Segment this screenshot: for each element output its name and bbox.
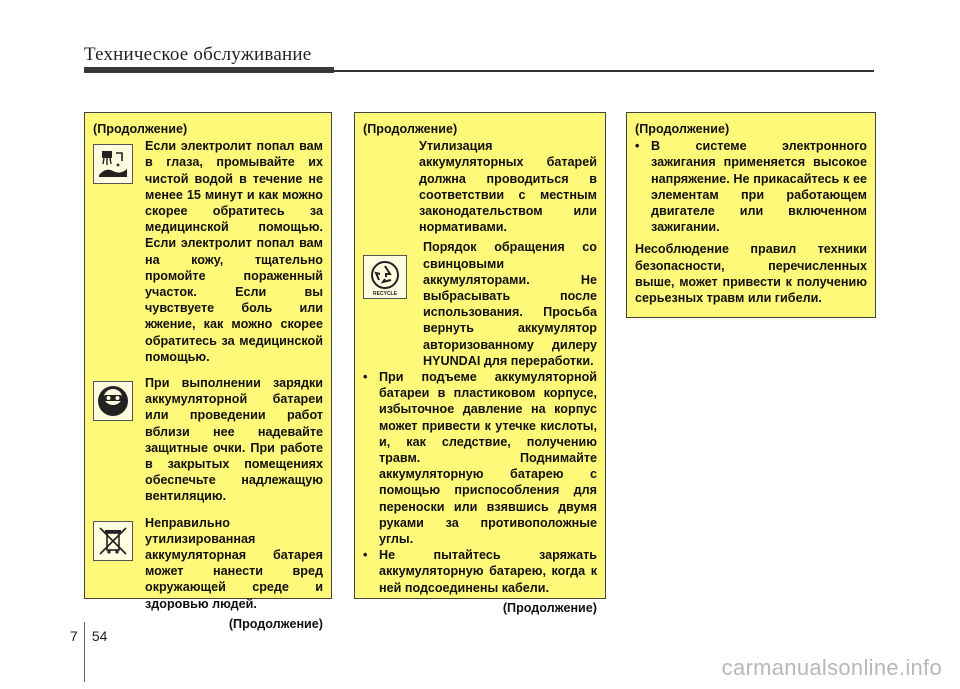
recycle-icon [363, 255, 407, 299]
page-title: Техническое обслуживание [84, 44, 312, 65]
page-number [70, 628, 107, 644]
goggles-text: При выполнении зарядки аккумуляторной батареи или проведении работ вблизи нее надевайте защитные очки. При работе в закрытых помещениях обеспечьте надлежащую вентиляцию. [145, 376, 323, 504]
recycling-rules-text: Утилизация аккумуляторных батарей должна проводиться в соответствии с местным законодательством или нормативами. [419, 139, 597, 235]
bullet-lifting-text: При подъеме аккумуляторной батареи в пластиковом корпусе, избыточное давление на корпус может привести к утечке кислоты, и, как следствие, получению травм. Поднимайте аккумуляторную батарею с помощью приспособления для переноски или взявшись двумя руками за противоположные углы. [379, 370, 597, 547]
bullet-ignition-text: В системе электронного зажигания применяется высокое напряжение. Не прикасайтесь к ее элементам при работающем двигателе или включенном зажигании. [651, 139, 867, 235]
continued-label: (Продолжение) [635, 122, 730, 136]
continued-label: (Продолжение) [363, 122, 458, 136]
acid-hazard-icon [93, 144, 133, 184]
bullet-charging: • Не пытайтесь заряжать аккумуляторную батарею, когда к ней подсоединены кабели. [363, 548, 597, 595]
watermark: carmanualsonline.info [721, 655, 942, 680]
lead-battery-text: Порядок обращения со свинцовыми аккумуляторами. Не выбрасывать после использования. Просьба вернуть аккумулятор авторизованному дилеру HYUNDAI для переработки. [423, 240, 597, 368]
bullet-charging-text: Не пытайтесь заряжать аккумуляторную батарею, когда к ней подсоединены кабели. [379, 548, 597, 595]
warning-box-1 [84, 112, 332, 631]
warning-box-2 [354, 112, 606, 615]
bullet-ignition: • В системе электронного зажигания применяется высокое напряжение. Не прикасайтесь к ее элементам при работающем двигателе или включенном зажигании. [635, 139, 867, 235]
acid-block [93, 138, 323, 365]
continued-label-bottom: (Продолжение) [228, 616, 323, 631]
section-number: 7 [70, 628, 78, 644]
disposal-text: Неправильно утилизированная аккумуляторная батарея может нанести вред окружающей среде и здоровью людей. [145, 515, 323, 611]
bullet-lifting: • При подъеме аккумуляторной батареи в пластиковом корпусе, избыточное давление на корпус может привести к утечке кислоты, и, как следствие, получению травм. Поднимайте аккумуляторную батарею с помощью приспособления для переноски или взявшись двумя руками за противоположные углы. [363, 370, 597, 547]
header-rule [84, 70, 874, 72]
recycle-label: RECYCLE [373, 291, 397, 298]
crossed-bin-icon [93, 521, 133, 561]
acid-text: Если электролит попал вам в глаза, промывайте их чистой водой в течение не менее 15 минут и как можно скорее обратитесь за медицинской помощью. Если электролит попал вам на кожу, тщательно промойте пораженный участок. Если вы чувствуете боль или жжение, как можно скорее обратитесь за медицинской помощью. [145, 139, 323, 364]
continued-label-bottom: (Продолжение) [502, 600, 597, 615]
recycle-block [363, 239, 597, 369]
safety-consequence-text: Несоблюдение правил техники безопасности, перечисленных выше, может привести к получению серьезных травм или гибели. [635, 242, 867, 306]
safety-goggles-icon [93, 381, 133, 421]
disposal-block [93, 515, 323, 612]
warning-box-3 [626, 112, 876, 318]
continued-label: (Продолжение) [93, 122, 188, 136]
page-number-value: 54 [91, 628, 108, 644]
goggles-block [93, 375, 323, 505]
